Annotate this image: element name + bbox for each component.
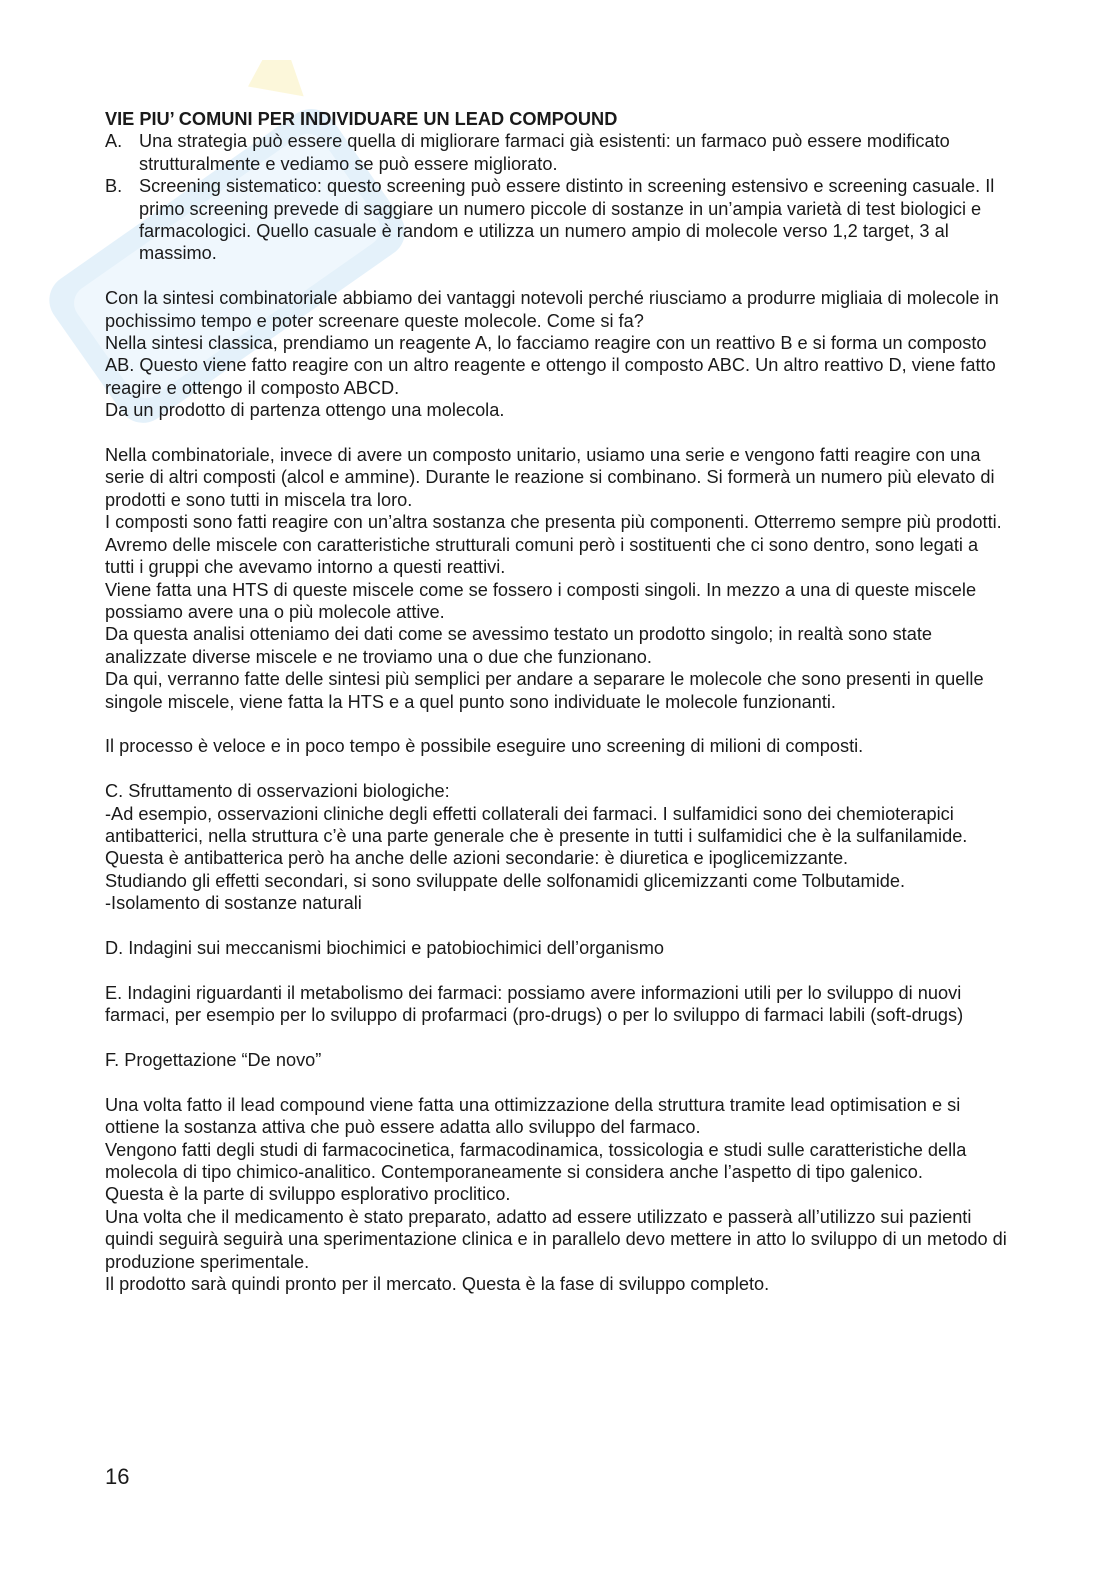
paragraph: Con la sintesi combinatoriale abbiamo dei vantaggi notevoli perché riusciamo a produrre migliaia di molecole in pochissimo tempo e poter screenare queste molecole. Come si fa? bbox=[105, 288, 999, 331]
list-item-b bbox=[105, 175, 1010, 265]
paragraph: Avremo delle miscele con caratteristiche strutturali comuni però i sostituenti che ci sono dentro, sono legati a tutti i gruppi che avevamo intorno a questi reattivi. bbox=[105, 534, 979, 578]
paragraph: Il processo è veloce e in poco tempo è possibile eseguire uno screening di milioni di composti. bbox=[105, 736, 864, 757]
paragraph: Studiando gli effetti secondari, si sono sviluppate delle solfonamidi glicemizzanti come Tolbutamide. bbox=[105, 870, 906, 891]
paragraph: Vengono fatti degli studi di farmacocinetica, farmacodinamica, tossicologia e studi sulle caratteristiche della molecola di tipo chimico-analitico. Contemporaneamente si considera anche l’aspetto di tipo galenico. bbox=[105, 1139, 967, 1182]
paragraph: Da qui, verranno fatte delle sintesi più semplici per andare a separare le molecole che sono presenti in quelle singole miscele, viene fatta la HTS e a quel punto sono individuate le molecole funzionanti. bbox=[105, 669, 984, 712]
paragraph: -Ad esempio, osservazioni cliniche degli effetti collaterali dei farmaci. I sulfamidici sono dei chemioterapici antibatterici, nella struttura c’è una parte generale che è presente in tutti i sulfamidici che è la sulfanilamide. Questa è antibatterica però ha anche delle azioni secondarie: è diuretica e ipoglicemizzante. bbox=[105, 803, 968, 869]
list-text: Una strategia può essere quella di migliorare farmaci già esistenti: un farmaco può essere modificato strutturalmente e vediamo se può essere migliorato. bbox=[139, 131, 950, 174]
paragraph: I composti sono fatti reagire con un’altra sostanza che presenta più componenti. Otterremo sempre più prodotti. bbox=[105, 512, 1002, 533]
list-marker: B. bbox=[105, 176, 123, 197]
paragraph: Da un prodotto di partenza ottengo una molecola. bbox=[105, 400, 505, 421]
paragraph: Il prodotto sarà quindi pronto per il mercato. Questa è la fase di sviluppo completo. bbox=[105, 1274, 770, 1294]
paragraph: -Isolamento di sostanze naturali bbox=[105, 893, 362, 914]
paragraph: Una volta che il medicamento è stato preparato, adatto ad essere utilizzato e passerà all’utilizzo sui pazienti quindi seguirà seguirà una sperimentazione clinica e in parallelo devo mettere in atto lo sviluppo di un metodo di produzione sperimentale. bbox=[105, 1206, 1007, 1272]
paragraph: Una volta fatto il lead compound viene fatta una ottimizzazione della struttura tramite lead optimisation e si ottiene la sostanza attiva che può essere adatta allo sviluppo del farmaco. bbox=[105, 1094, 961, 1138]
list-text: Screening sistematico: questo screening può essere distinto in screening estensivo e screening casuale. Il primo screening prevede di saggiare un numero piccole di sostanze in un’ampia varietà di test biologici e farmacologici. Quello casuale è random e utilizza un numero ampio di molecole verso 1,2 target, 3 al massimo. bbox=[139, 176, 995, 264]
page-number: 16 bbox=[105, 1464, 130, 1489]
paragraph: Nella sintesi classica, prendiamo un reagente A, lo facciamo reagire con un reattivo B e si forma un composto AB. Questo viene fatto reagire con un altro reagente e ottengo il composto ABC. Un altro reattivo D, viene fatto reagire e ottengo il composto ABCD. bbox=[105, 333, 996, 398]
section-heading: VIE PIU’ COMUNI PER INDIVIDUARE UN LEAD COMPOUND bbox=[105, 109, 618, 129]
section-c-title: C. Sfruttamento di osservazioni biologiche: bbox=[105, 781, 450, 802]
paragraph: Questa è la parte di sviluppo esplorativo proclitico. bbox=[105, 1184, 511, 1205]
document-body bbox=[105, 108, 1010, 1295]
section-d: D. Indagini sui meccanismi biochimici e patobiochimici dell’organismo bbox=[105, 937, 664, 958]
paragraph: Da questa analisi otteniamo dei dati come se avessimo testato un prodotto singolo; in realtà sono state analizzate diverse miscele e ne troviamo una o due che funzionano. bbox=[105, 624, 933, 667]
list-item-a bbox=[105, 130, 1010, 175]
list-marker: A. bbox=[105, 131, 123, 152]
paragraph: Viene fatta una HTS di queste miscele come se fossero i composti singoli. In mezzo a una di queste miscele possiamo avere una o più molecole attive. bbox=[105, 579, 977, 622]
section-f: F. Progettazione “De novo” bbox=[105, 1049, 322, 1070]
paragraph: Nella combinatoriale, invece di avere un composto unitario, usiamo una serie e vengono fatti reagire con una serie di altri composti (alcol e ammine). Durante le reazione si combinano. Si formerà un numero più elevato di prodotti e sono tutti in miscela tra loro. bbox=[105, 445, 995, 510]
section-e: E. Indagini riguardanti il metabolismo dei farmaci: possiamo avere informazioni utili per lo sviluppo di nuovi farmaci, per esempio per lo sviluppo di profarmaci (pro-drugs) o per lo sviluppo di farmaci labili (soft-drugs) bbox=[105, 982, 964, 1026]
